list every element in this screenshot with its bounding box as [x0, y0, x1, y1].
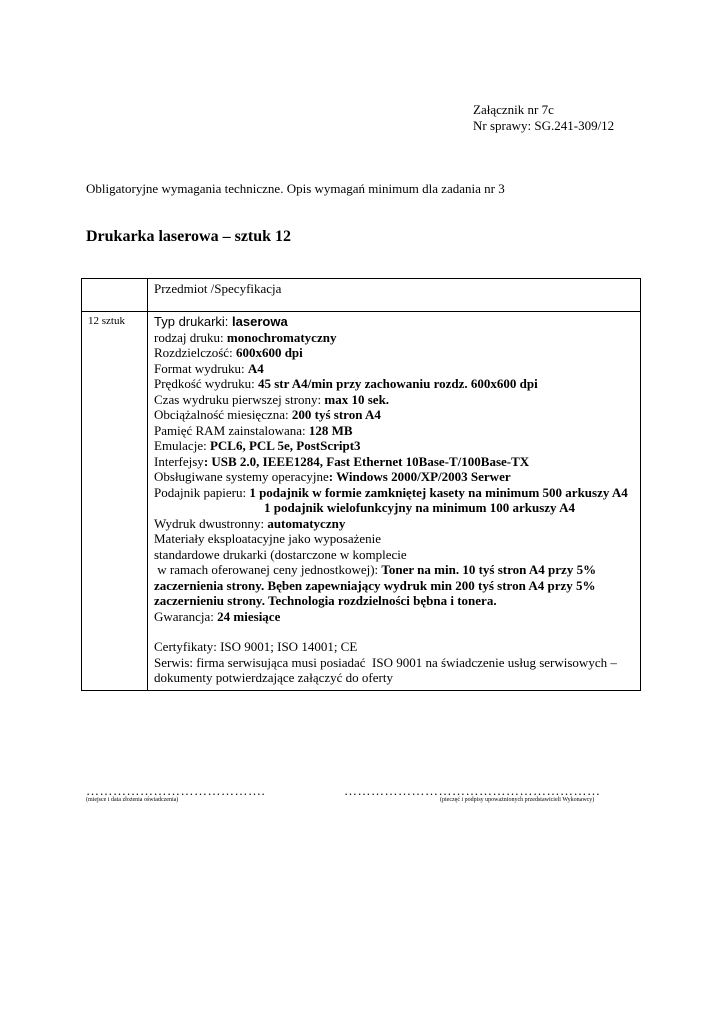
spec-spacer: [154, 624, 634, 639]
spec-type: Typ drukarki: laserowa: [154, 314, 288, 329]
spec-format: Format wydruku: A4: [154, 360, 264, 376]
table-row: [82, 312, 641, 691]
spec-interfaces: Interfejsy: USB 2.0, IEEE1284, Fast Ethernet 10Base-T/100Base-TX: [154, 453, 530, 469]
spec-certificates: Certyfikaty: ISO 9001; ISO 14001; CE: [154, 639, 358, 654]
spec-duty-cycle: Obciążalność miesięczna: 200 tyś stron A4: [154, 407, 381, 422]
signature-caption-right: (pieczęć i podpisy upoważnionych przedstawicieli Wykonawcy): [440, 797, 595, 803]
spec-consumables-3: w ramach oferowanej ceny jednostkowej): Toner na min. 10 tyś stron A4 przy 5% zaczernienia strony. Bęben zapewniający wydruk min 200 tyś stron A4 przy 5% zaczernieniu strony. Technologia rozdzielności bębna i tonera.: [154, 562, 597, 608]
spec-ram: Pamięć RAM zainstalowana: 128 MB: [154, 422, 353, 438]
signature-caption-left: (miejsce i data złożenia oświadczenia): [86, 797, 179, 803]
spec-consumables-2: standardowe drukarki (dostarczone w komplecie: [154, 546, 407, 562]
spec-service: Serwis: firma serwisująca musi posiadać ISO 9001 na świadczenie usług serwisowych – dokumenty potwierdzające załączyć do oferty: [154, 654, 621, 685]
document-title: Drukarka laserowa – sztuk 12: [86, 228, 292, 245]
specification-cell: [148, 312, 641, 691]
header-reference: [473, 102, 614, 134]
spec-emulation: Emulacje: PCL6, PCL 5e, PostScript3: [154, 438, 361, 453]
table-header-row: [82, 279, 641, 312]
spec-os: Obsługiwane systemy operacyjne: Windows 2000/XP/2003 Serwer: [154, 469, 511, 484]
specification-table: [81, 278, 641, 691]
spec-duplex: Wydruk dwustronny: automatyczny: [154, 515, 346, 531]
signature-line-left: ………………………………….: [86, 783, 266, 798]
signature-line-right: …………………………………………………: [344, 783, 601, 798]
table-header-qty: [82, 279, 148, 312]
spec-consumables-1: Materiały eksploatacyjne jako wyposażenie: [154, 531, 382, 546]
quantity-cell: 12 sztuk: [82, 312, 148, 691]
table-header-spec: Przedmiot /Specyfikacja: [148, 279, 641, 312]
intro-text: Obligatoryjne wymagania techniczne. Opis wymagań minimum dla zadania nr 3: [86, 181, 505, 196]
spec-paper-feeder-2: 1 podajnik wielofunkcyjny na minimum 100 arkuszy A4: [264, 500, 575, 515]
attachment-number: Załącznik nr 7c: [473, 102, 554, 117]
spec-resolution: Rozdzielczość: 600x600 dpi: [154, 345, 303, 360]
spec-warranty: Gwarancja: 24 miesiące: [154, 608, 281, 624]
spec-speed: Prędkość wydruku: 45 str A4/min przy zachowaniu rozdz. 600x600 dpi: [154, 376, 538, 391]
spec-print-type: rodzaj druku: monochromatyczny: [154, 329, 337, 345]
spec-first-page: Czas wydruku pierwszej strony: max 10 sek.: [154, 391, 390, 407]
spec-paper-feeder: Podajnik papieru: 1 podajnik w formie zamkniętej kasety na minimum 500 arkuszy A4: [154, 484, 628, 500]
case-number: Nr sprawy: SG.241-309/12: [473, 118, 615, 133]
